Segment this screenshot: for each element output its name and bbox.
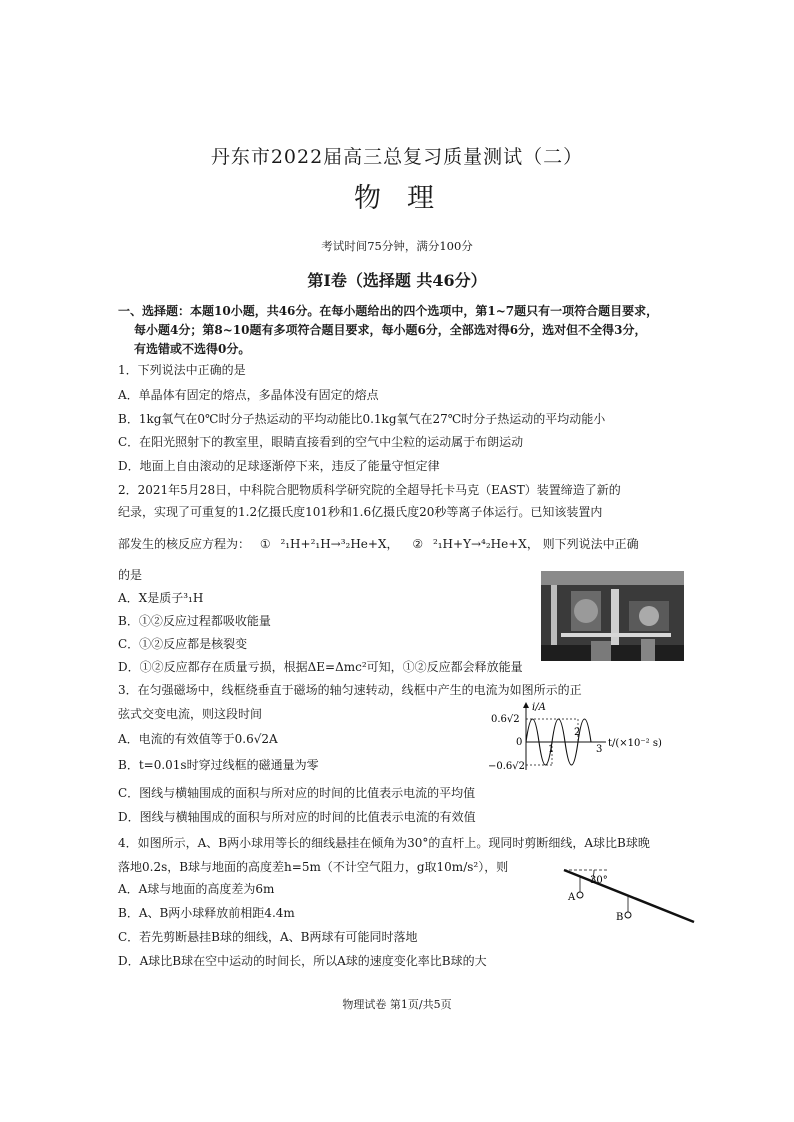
q3-graph-ytick-top: 0.6√2 <box>491 714 520 725</box>
q2-equation-1: ²₁H+²₁H→³₂He+X， <box>280 537 399 551</box>
q4-ball-b-label: B <box>616 912 624 923</box>
q1-option-d: D．地面上自由滚动的足球逐渐停下来，违反了能量守恒定律 <box>118 459 440 473</box>
q4-line-1: 4．如图所示，A、B两小球用等长的细线悬挂在倾角为30°的直杆上。现同时剪断细线，A球比B球晚 <box>118 836 650 850</box>
q2-equation-2-label: ② <box>412 537 424 551</box>
q3-option-b: B．t=0.01s时穿过线框的磁通量为零 <box>118 758 319 772</box>
q2-line-3-suffix: 则下列说法中正确 <box>542 537 639 551</box>
section-title: 第Ⅰ卷（选择题 共46分） <box>307 271 487 290</box>
q2-option-b: B．①②反应过程都吸收能量 <box>118 614 271 628</box>
q1-stem: 1．下列说法中正确的是 <box>118 363 246 377</box>
q2-equation-2: ²₁H+Y→⁴₂He+X， <box>432 537 539 551</box>
east-device-photo <box>541 571 684 661</box>
subject-title: 物理 <box>354 183 460 214</box>
q3-option-a: A．电流的有效值等于0.6√2A <box>118 732 278 746</box>
q3-graph-xtick-2: 2 <box>574 727 581 738</box>
q4-angle-label: 30° <box>590 875 608 886</box>
q2-option-c: C．①②反应都是核裂变 <box>118 637 248 651</box>
q2-line-1: 2．2021年5月28日，中科院合肥物质科学研究院的全超导托卡马克（EAST）装置缔造了新的 <box>118 483 621 497</box>
q3-graph-ytick-bottom: −0.6√2 <box>488 761 526 772</box>
instructions-line-1: 一、选择题：本题10小题，共46分。在每小题给出的四个选项中，第1~7题只有一项符合题目要求， <box>118 304 659 318</box>
exam-info: 考试时间75分钟，满分100分 <box>321 239 473 253</box>
instructions-line-2: 每小题4分；第8~10题有多项符合题目要求，每小题6分，全部选对得6分，选对但不全得3分， <box>134 323 647 337</box>
q1-option-b: B．1kg氧气在0℃时分子热运动的平均动能比0.1kg氧气在27℃时分子热运动的平均动能小 <box>118 412 606 426</box>
q3-graph-xtick-1: 1 <box>548 744 555 755</box>
q3-graph-xlabel: t/(×10⁻² s) <box>608 738 662 749</box>
q2-line-3-prefix: 部发生的核反应方程为： <box>118 537 251 551</box>
instructions-line-3: 有选错或不选得0分。 <box>134 342 251 356</box>
q3-graph-ytick-zero: 0 <box>516 737 523 748</box>
q4-incline-figure <box>560 862 700 932</box>
q3-graph-xtick-3: 3 <box>596 744 603 755</box>
page-footer: 物理试卷 第1页/共5页 <box>342 998 452 1011</box>
q2-line-3 <box>118 535 639 553</box>
q4-option-d: D．A球比B球在空中运动的时间长，所以A球的速度变化率比B球的大 <box>118 954 487 968</box>
q3-graph-ylabel: i/A <box>532 702 546 713</box>
q2-line-2: 纪录，实现了可重复的1.2亿摄氏度101秒和1.6亿摄氏度20秒等离子体运行。已知该装置内 <box>118 505 603 519</box>
q4-option-a: A．A球与地面的高度差为6m <box>118 882 275 896</box>
q3-option-d: D．图线与横轴围成的面积与所对应的时间的比值表示电流的有效值 <box>118 810 476 824</box>
q4-line-2: 落地0.2s，B球与地面的高度差h=5m（不计空气阻力，g取10m/s²），则 <box>118 860 509 874</box>
exam-title: 丹东市2022届高三总复习质量测试（二） <box>210 146 584 168</box>
q4-option-b: B．A、B两小球释放前相距4.4m <box>118 906 295 920</box>
q1-option-c: C．在阳光照射下的教室里，眼睛直接看到的空气中尘粒的运动属于布朗运动 <box>118 435 524 449</box>
q3-current-graph <box>488 700 688 772</box>
q2-option-a: A．X是质子³₁H <box>118 591 204 605</box>
q1-option-a: A．单晶体有固定的熔点，多晶体没有固定的熔点 <box>118 388 379 402</box>
q4-ball-a-label: A <box>568 892 576 903</box>
q2-line-4: 的是 <box>118 568 143 582</box>
q2-equation-1-label: ① <box>259 537 271 551</box>
q3-line-2: 弦式交变电流，则这段时间 <box>118 707 263 721</box>
q4-option-c: C．若先剪断悬挂B球的细线，A、B两球有可能同时落地 <box>118 930 418 944</box>
q3-option-c: C．图线与横轴围成的面积与所对应的时间的比值表示电流的平均值 <box>118 786 476 800</box>
q2-option-d: D．①②反应都存在质量亏损，根据ΔE=Δmc²可知，①②反应都会释放能量 <box>118 660 523 674</box>
q3-line-1: 3．在匀强磁场中，线框绕垂直于磁场的轴匀速转动，线框中产生的电流为如图所示的正 <box>118 683 582 697</box>
